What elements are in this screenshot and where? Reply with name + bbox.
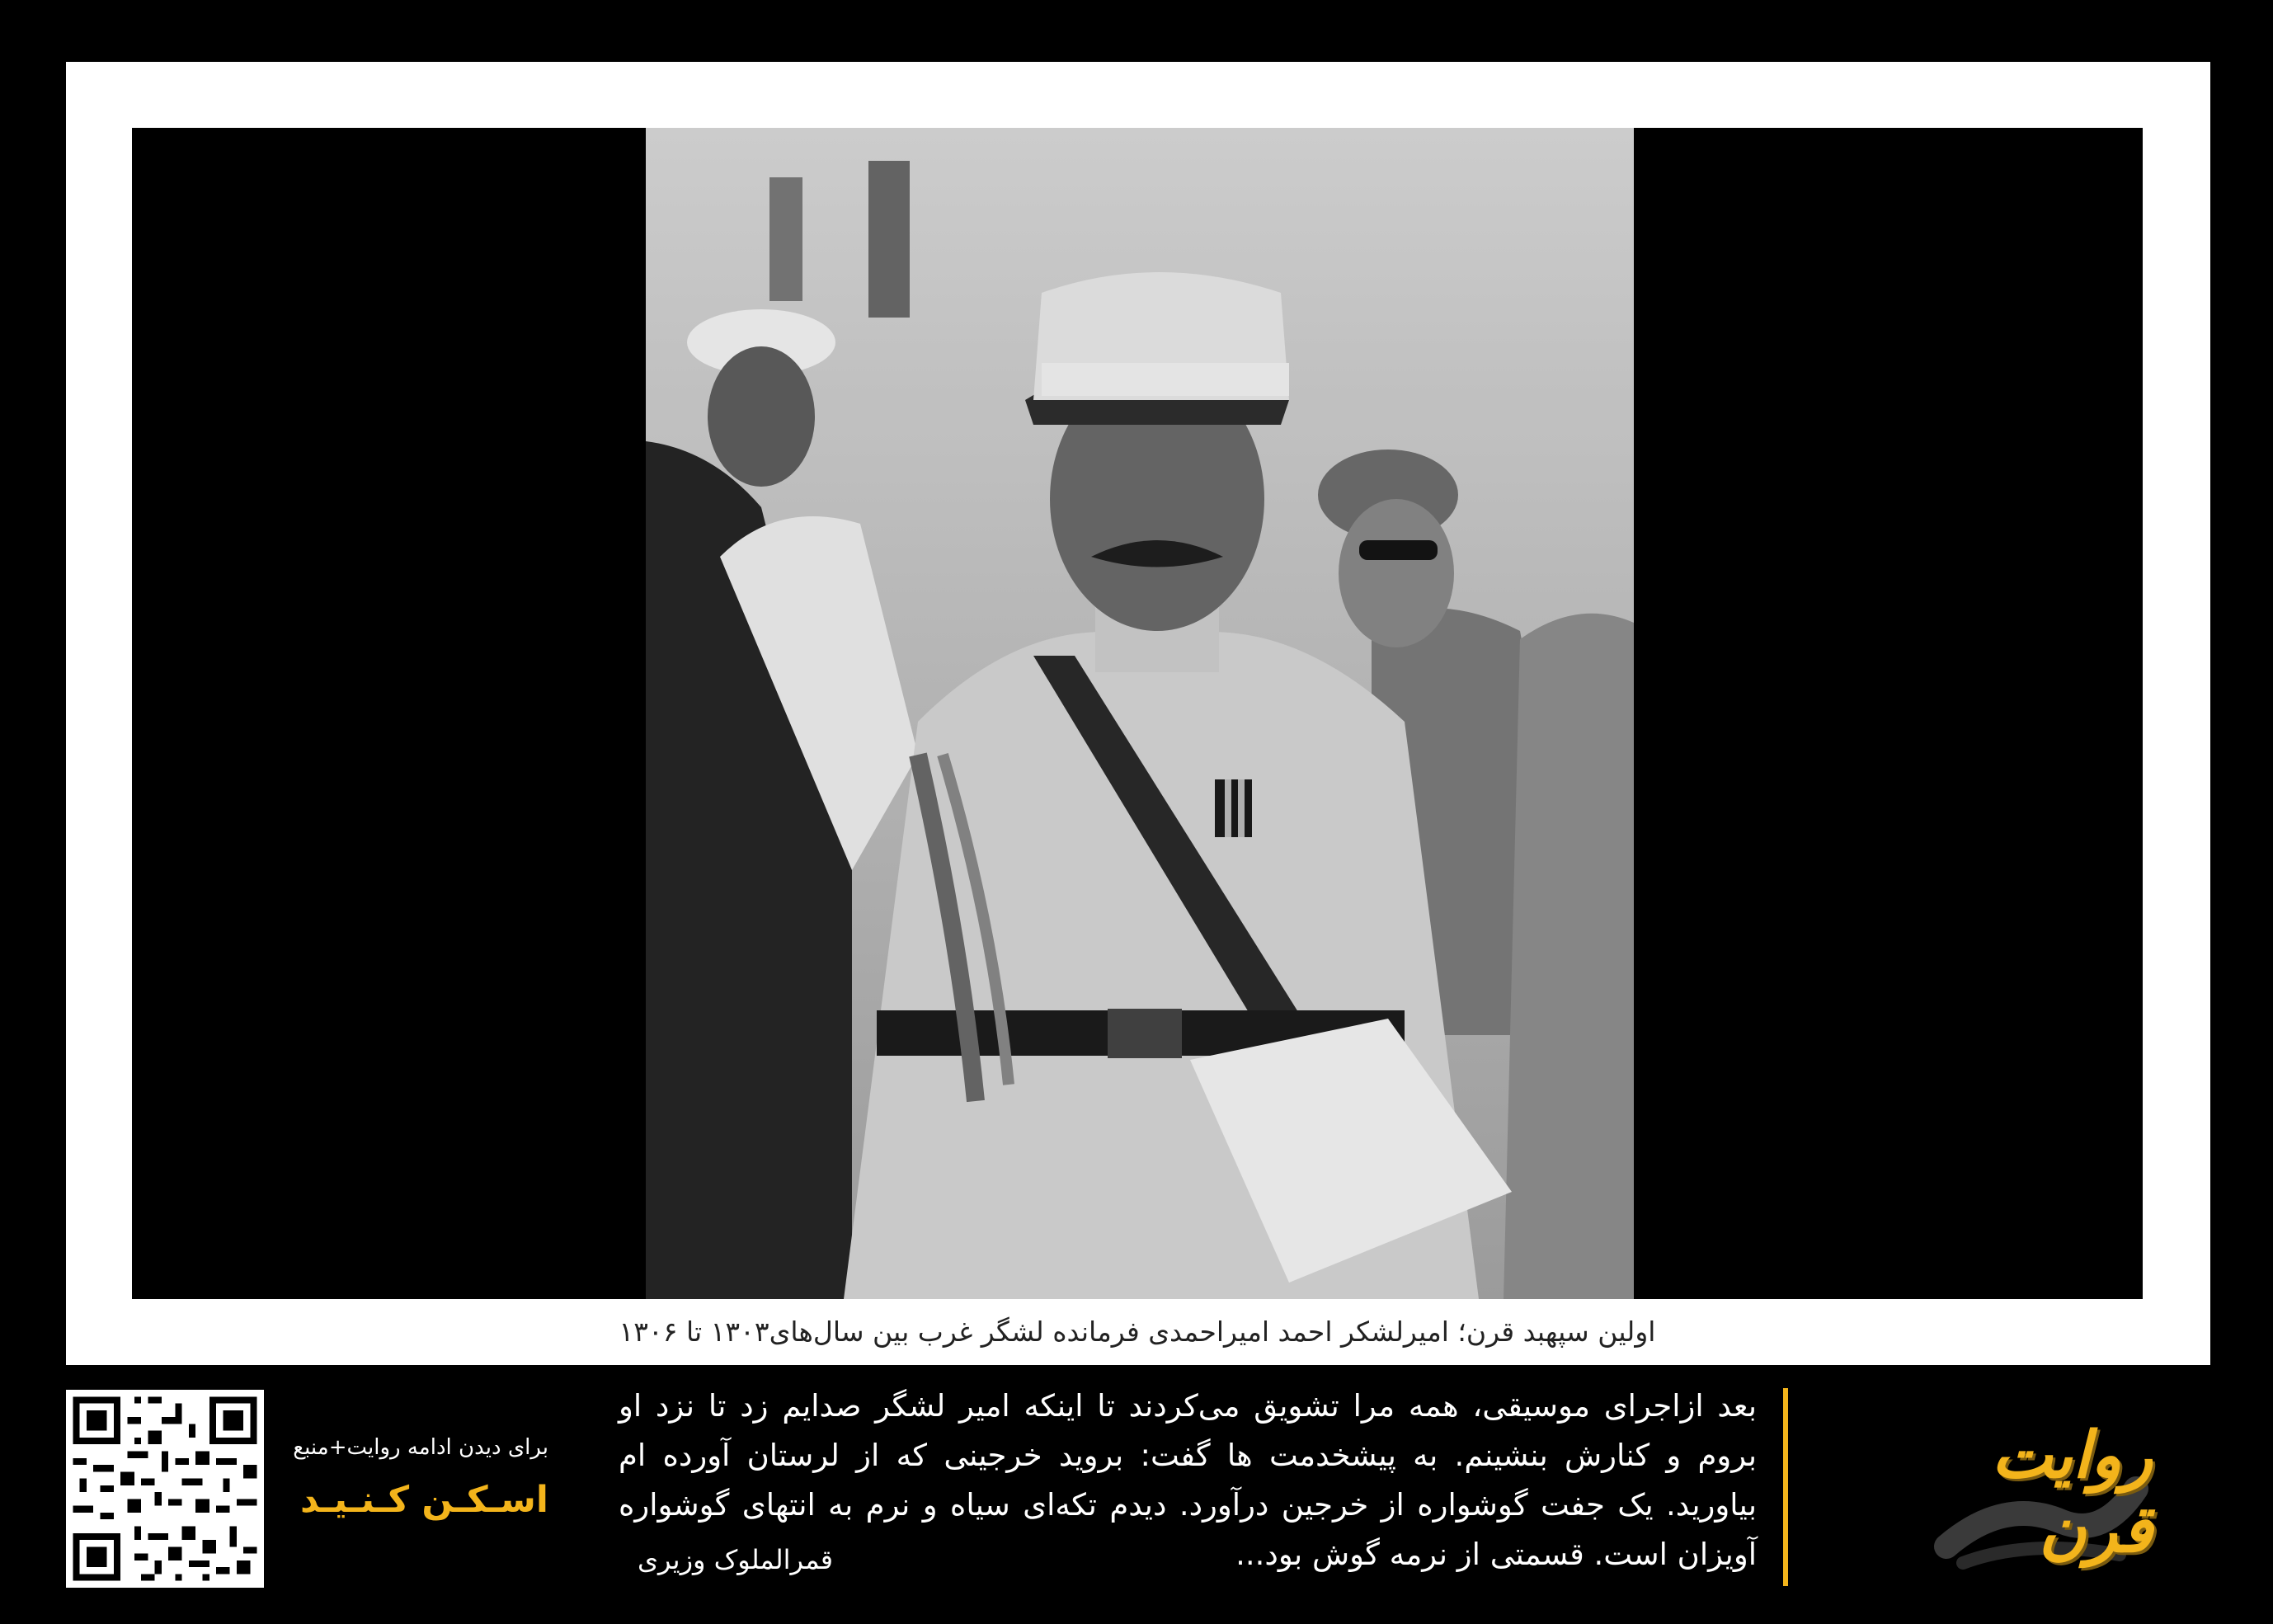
- historical-photo: [646, 128, 1634, 1299]
- officer-portrait-illustration: [646, 128, 1634, 1299]
- photo-frame: [66, 62, 2210, 1365]
- scan-cta: اسـکـن کـنـیـد: [300, 1479, 548, 1521]
- narrative-text: بعد ازاجرای موسیقی، همه مرا تشویق می‌کردند تا اینکه امیر لشگر صدایم زد تا نزد او بروم و کنارش بنشینم. به پیشخدمت ها گفت: بروید خرجینی که از لرستان آورده ام بیاورید. یک جفت گوشواره از خرجین درآورد. دیدم تکه‌ای سیاه و نرم به انتهای گوشواره آویزان است. قسمتی از نرمه گوش بود...: [619, 1388, 1757, 1572]
- photo-caption: اولین سپهبد قرن؛ امیرلشکر احمد امیراحمدی فرمانده لشگر غرب بین سال‌های۱۳۰۳ تا ۱۳۰۶: [619, 1316, 1656, 1348]
- accent-divider: [1783, 1388, 1788, 1586]
- logo-text: روایت قرن: [1991, 1419, 2153, 1567]
- scan-hint: برای دیدن ادامه روایت+منبع: [293, 1435, 548, 1460]
- narrative-author: قمرالملوک وزیری: [637, 1544, 833, 1575]
- photo-well: [132, 128, 2143, 1299]
- qr-code-icon: [66, 1390, 264, 1588]
- qr-code[interactable]: [66, 1390, 264, 1588]
- brand-logo: [1930, 1398, 2153, 1588]
